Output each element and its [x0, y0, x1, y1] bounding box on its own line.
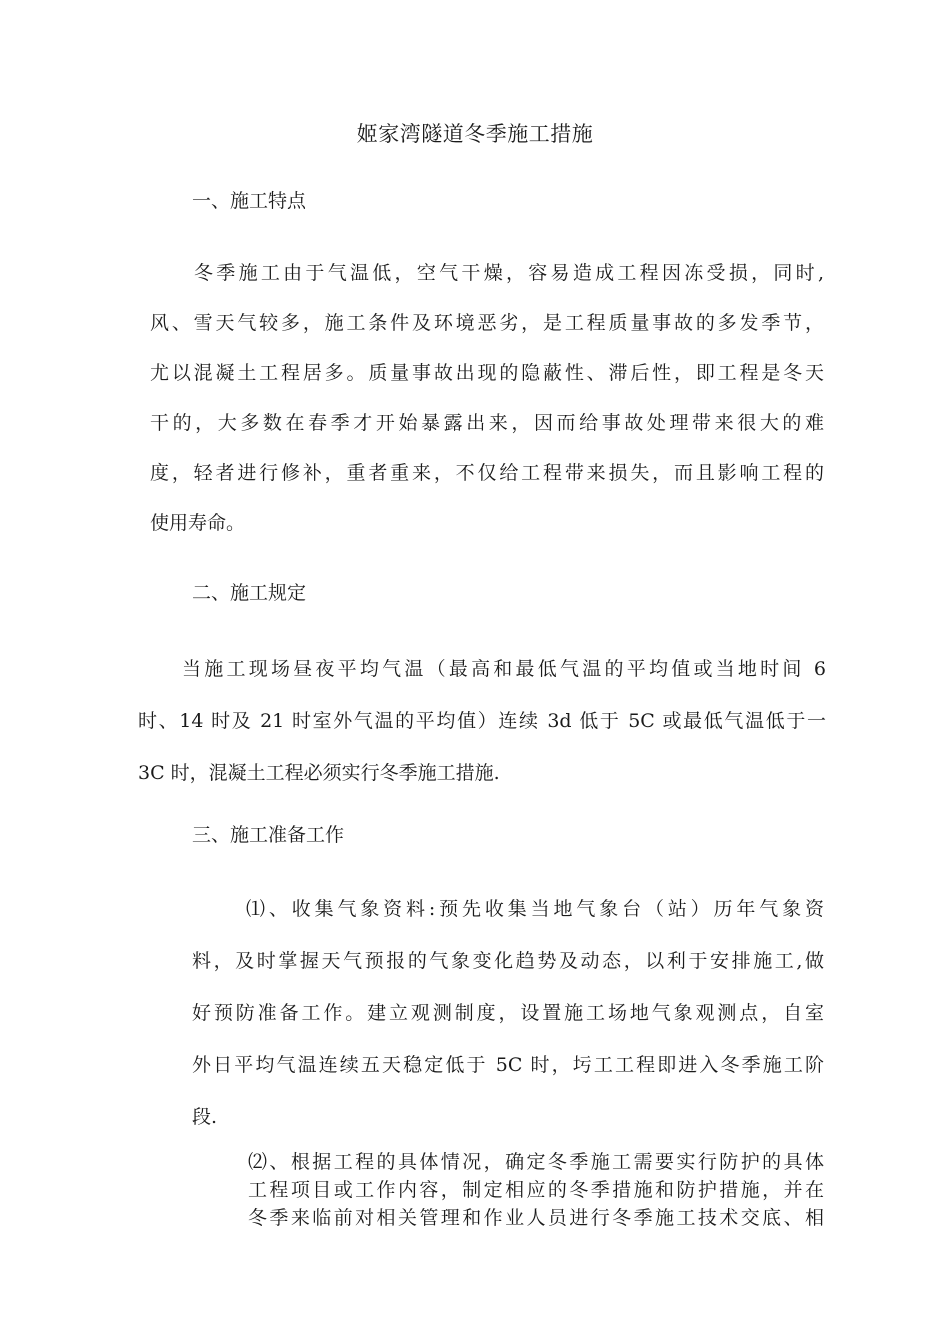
- paragraph-line: 度，轻者进行修补，重者重来，不仅给工程带来损失，而且影响工程的: [150, 462, 824, 484]
- paragraph-line: ⑵、根据工程的具体情况，确定冬季施工需要实行防护的具体: [248, 1151, 824, 1173]
- paragraph-line: 干的，大多数在春季才开始暴露出来，因而给事故处理带来很大的难: [150, 412, 824, 434]
- paragraph-line: 工程项目或工作内容，制定相应的冬季措施和防护措施，并在: [248, 1179, 824, 1201]
- paragraph-line: 3C 时，混凝土工程必须实行冬季施工措施.: [138, 762, 500, 784]
- paragraph-line: 冬季施工由于气温低，空气干燥，容易造成工程因冻受损，同时,: [194, 262, 824, 284]
- document-title: 姬家湾隧道冬季施工措施: [356, 122, 594, 146]
- paragraph-line: ⑴、收集气象资料:预先收集当地气象台（站）历年气象资: [246, 898, 824, 920]
- list-item-weather-data: [192, 892, 824, 1152]
- paragraph-line: 段.: [192, 1106, 218, 1128]
- paragraph-construction-features: [150, 256, 824, 556]
- paragraph-line: 冬季来临前对相关管理和作业人员进行冬季施工技术交底、相: [248, 1207, 824, 1229]
- paragraph-construction-rules: [138, 652, 826, 808]
- paragraph-line: 当施工现场昼夜平均气温（最高和最低气温的平均值或当地时间 6: [182, 658, 826, 680]
- list-item-protection-plan: [248, 1148, 824, 1232]
- section-heading-3: 三、施工准备工作: [192, 824, 345, 846]
- paragraph-line: 外日平均气温连续五天稳定低于 5C 时，圬工工程即进入冬季施工阶: [192, 1054, 824, 1076]
- section-heading-2: 二、施工规定: [192, 582, 307, 604]
- paragraph-line: 风、雪天气较多，施工条件及环境恶劣，是工程质量事故的多发季节，: [150, 312, 824, 334]
- paragraph-line: 好预防准备工作。建立观测制度，设置施工场地气象观测点，自室: [192, 1002, 824, 1024]
- paragraph-line: 尤以混凝土工程居多。质量事故出现的隐蔽性、滞后性，即工程是冬天: [150, 362, 824, 384]
- paragraph-line: 使用寿命。: [150, 512, 246, 534]
- paragraph-line: 时、14 时及 21 时室外气温的平均值）连续 3d 低于 5C 或最低气温低于一: [138, 710, 826, 732]
- section-heading-1: 一、施工特点: [192, 190, 307, 212]
- paragraph-line: 料，及时掌握天气预报的气象变化趋势及动态，以利于安排施工,做: [192, 950, 824, 972]
